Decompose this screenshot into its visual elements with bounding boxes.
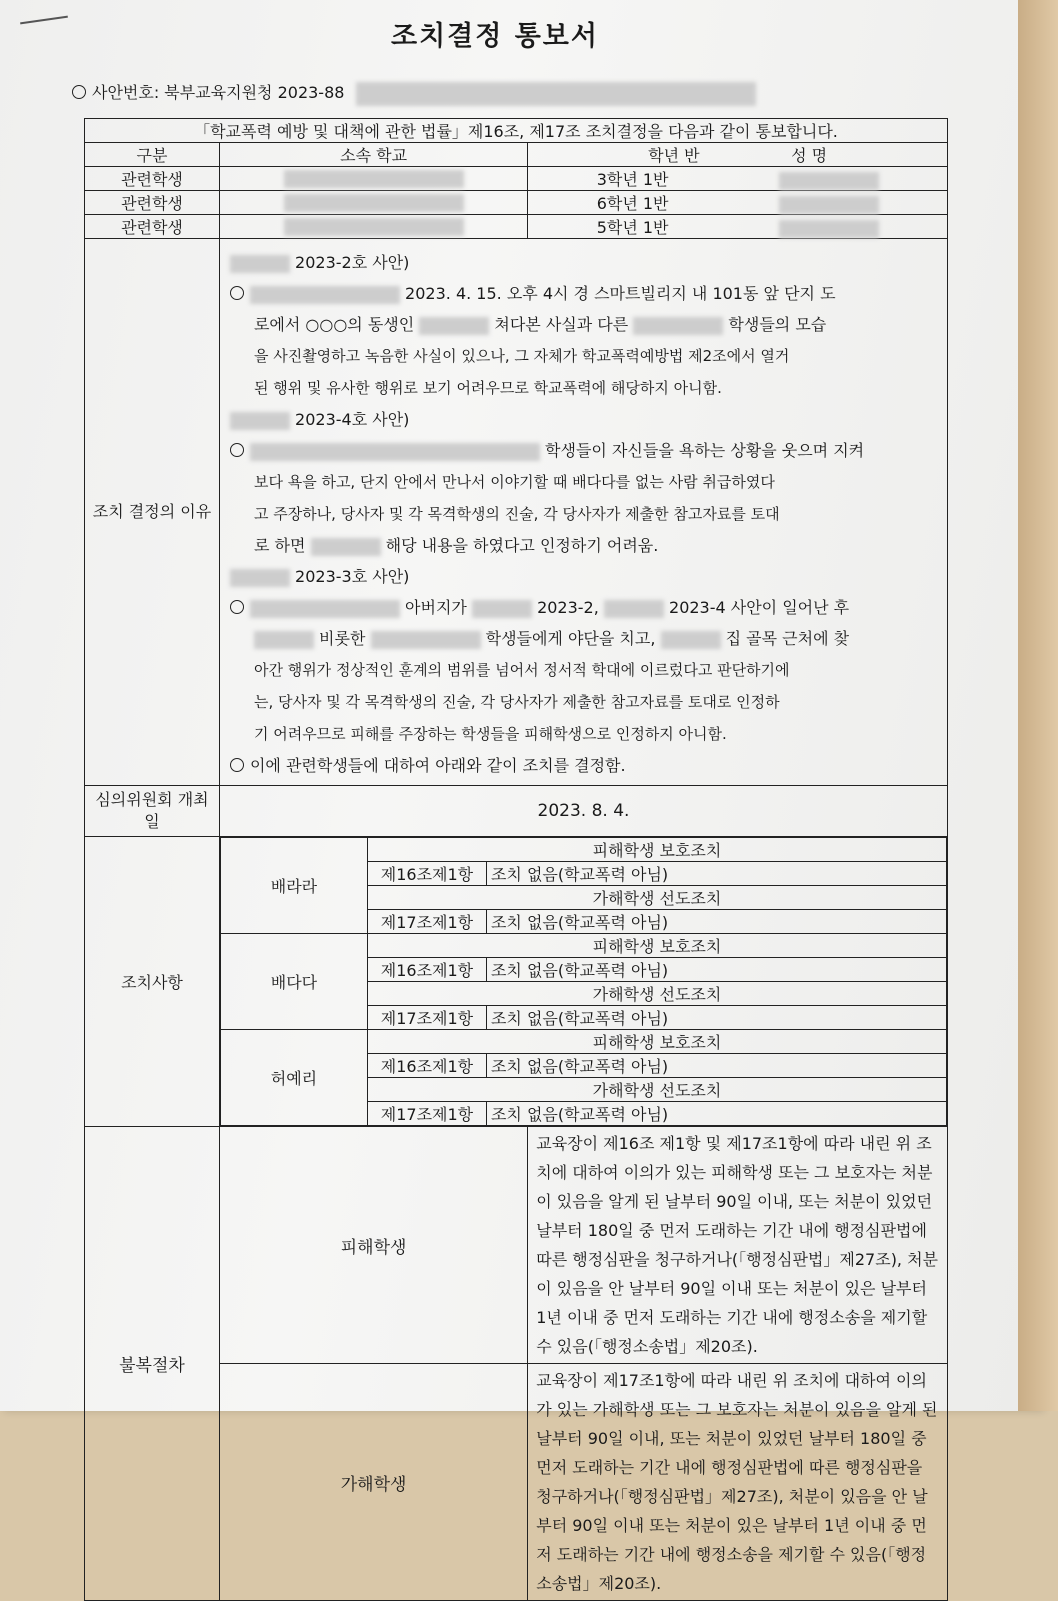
protect-header: 피해학생 보호조치 <box>367 1030 946 1054</box>
wood-background <box>1018 0 1058 1411</box>
student-grade: 5학년 1반 <box>596 218 669 237</box>
col-name-header: 성 명 <box>791 146 828 165</box>
student-type: 관련학생 <box>85 215 220 239</box>
appeal-label: 불복절차 <box>85 1127 220 1601</box>
redacted-name <box>779 196 879 214</box>
circle-bullet-icon <box>72 85 86 99</box>
guide-header: 가해학생 선도조치 <box>367 1078 946 1102</box>
reason-line: 비롯한 <box>319 629 366 648</box>
col-grade-name-header <box>528 143 948 167</box>
student-grade-row <box>528 215 948 239</box>
student-name: 배라라 <box>220 838 367 934</box>
reason-line: 학생들이 자신들을 욕하는 상황을 웃으며 지켜 <box>545 441 865 460</box>
result: 조치 없음(학교폭력 아님) <box>486 862 946 886</box>
student-grade-row <box>528 191 948 215</box>
article: 제17조제1항 <box>367 1102 486 1126</box>
reason-line: 2023-2, <box>537 598 599 617</box>
student-grade: 6학년 1반 <box>596 194 669 213</box>
result: 조치 없음(학교폭력 아님) <box>486 1054 946 1078</box>
reason-line: 아버지가 <box>405 598 467 617</box>
reason-line: 을 사진촬영하고 녹음한 사실이 있으나, 그 자체가 학교폭력예방법 제2조에서 열거 <box>253 347 790 365</box>
student-grade: 3학년 1반 <box>596 170 669 189</box>
measures-label: 조치사항 <box>85 837 220 1127</box>
result: 조치 없음(학교폭력 아님) <box>486 1102 946 1126</box>
document-title: 조치결정 통보서 <box>391 21 599 52</box>
result: 조치 없음(학교폭력 아님) <box>486 958 946 982</box>
case-number <box>72 80 756 106</box>
victim-label: 피해학생 <box>219 1127 527 1364</box>
col-school-header: 소속 학교 <box>219 143 527 167</box>
redacted-school <box>219 167 527 191</box>
redacted-name <box>779 220 879 238</box>
offender-appeal-text: 교육장이 제17조1항에 따라 내린 위 조치에 대하여 이의가 있는 가해학생 또는 그 보호자는 처분이 있음을 알게 된 날부터 90일 이내, 또는 처분이 있었던 날부터 180일 중 먼저 도래하는 기간 내에 행정심판법에 따른 행정심판을 청구하거나(「행정심판법」제27조), 처분이 있음을 안 날부터 90일 이내 또는 처분이 있은 날부터 1년 이내 중 먼저 도래하는 기간 내에 행정소송을 제기할 수 있음(「행정소송법」제20조). <box>528 1364 948 1601</box>
redacted-block <box>356 82 756 106</box>
guide-header: 가해학생 선도조치 <box>367 982 946 1006</box>
guide-header: 가해학생 선도조치 <box>367 886 946 910</box>
result: 조치 없음(학교폭력 아님) <box>486 1006 946 1030</box>
reason-line: 보다 욕을 하고, 단지 안에서 만나서 이야기할 때 배다다를 없는 사람 취급하였다 <box>253 473 775 491</box>
measures-content <box>219 837 947 1127</box>
reason-line: 로 하면 <box>253 536 306 555</box>
case-heading: 2023-4호 사안) <box>295 410 410 429</box>
reason-label: 조치 결정의 이유 <box>85 239 220 786</box>
decision-table <box>84 118 948 1601</box>
reason-content <box>219 239 947 786</box>
case-2023-3 <box>230 561 937 750</box>
student-type: 관련학생 <box>85 167 220 191</box>
measures-table <box>220 837 947 1126</box>
reason-line: 는, 당사자 및 각 목격학생의 진술, 각 당사자가 제출한 참고자료를 토대로 인정하 <box>253 693 780 711</box>
article: 제17조제1항 <box>367 1006 486 1030</box>
case-2023-2 <box>230 247 937 404</box>
student-grade-row <box>528 167 948 191</box>
reason-conclusion <box>230 750 937 781</box>
redacted-school <box>219 215 527 239</box>
reason-line: 2023-4 사안이 일어난 후 <box>669 598 850 617</box>
meeting-label: 심의위원회 개최일 <box>85 786 220 837</box>
col-type-header: 구분 <box>85 143 220 167</box>
redacted-school <box>219 191 527 215</box>
notice-header: 「학교폭력 예방 및 대책에 관한 법률」제16조, 제17조 조치결정을 다음과 같이 통보합니다. <box>85 119 948 143</box>
case-heading: 2023-2호 사안) <box>295 253 410 272</box>
article: 제16조제1항 <box>367 958 486 982</box>
reason-line: 학생들에게 야단을 치고, <box>485 629 656 648</box>
victim-appeal-text: 교육장이 제16조 제1항 및 제17조1항에 따라 내린 위 조치에 대하여 이의가 있는 피해학생 또는 그 보호자는 처분이 있음을 알게 된 날부터 90일 이내, 또는 처분이 있었던 날부터 180일 중 먼저 도래하는 기간 내에 행정심판법에 따른 행정심판을 청구하거나(「행정심판법」제27조), 처분이 있음을 안 날부터 90일 이내 또는 처분이 있은 날부터 1년 이내 중 먼저 도래하는 기간 내에 행정소송을 제기할 수 있음(「행정소송법」제20조). <box>528 1127 948 1364</box>
article: 제16조제1항 <box>367 1054 486 1078</box>
reason-line: 아간 행위가 정상적인 훈계의 범위를 넘어서 정서적 학대에 이르렀다고 판단하기에 <box>253 661 790 679</box>
reason-line: 쳐다본 사실과 다른 <box>494 315 629 334</box>
reason-line: 기 어려우므로 피해를 주장하는 학생들을 피해학생으로 인정하지 아니함. <box>253 725 727 743</box>
reason-line: 집 골목 근처에 찾 <box>725 629 850 648</box>
conclusion-text: 이에 관련학생들에 대하여 아래와 같이 조치를 결정함. <box>249 756 626 775</box>
student-name: 배다다 <box>220 934 367 1030</box>
result: 조치 없음(학교폭력 아님) <box>486 910 946 934</box>
reason-line: 된 행위 및 유사한 행위로 보기 어려우므로 학교폭력에 해당하지 아니함. <box>253 379 722 397</box>
protect-header: 피해학생 보호조치 <box>367 934 946 958</box>
case-number-text: 사안번호: 북부교육지원청 2023-88 <box>92 83 345 102</box>
reason-line: 로에서 ○○○의 동생인 <box>253 315 415 334</box>
offender-label: 가해학생 <box>219 1364 527 1601</box>
article: 제17조제1항 <box>367 910 486 934</box>
col-grade-header: 학년 반 <box>648 146 700 165</box>
reason-line: 2023. 4. 15. 오후 4시 경 스마트빌리지 내 101동 앞 단지 도 <box>405 284 836 303</box>
case-heading: 2023-3호 사안) <box>295 567 410 586</box>
reason-line: 해당 내용을 하였다고 인정하기 어려움. <box>385 536 659 555</box>
student-type: 관련학생 <box>85 191 220 215</box>
protect-header: 피해학생 보호조치 <box>367 838 946 862</box>
case-2023-4 <box>230 404 937 561</box>
article: 제16조제1항 <box>367 862 486 886</box>
meeting-date: 2023. 8. 4. <box>219 786 947 837</box>
student-name: 허예리 <box>220 1030 367 1126</box>
reason-line: 학생들의 모습 <box>728 315 827 334</box>
redacted-name <box>779 172 879 190</box>
reason-line: 고 주장하나, 당사자 및 각 목격학생의 진술, 각 당사자가 제출한 참고자료를 토대 <box>253 505 780 523</box>
